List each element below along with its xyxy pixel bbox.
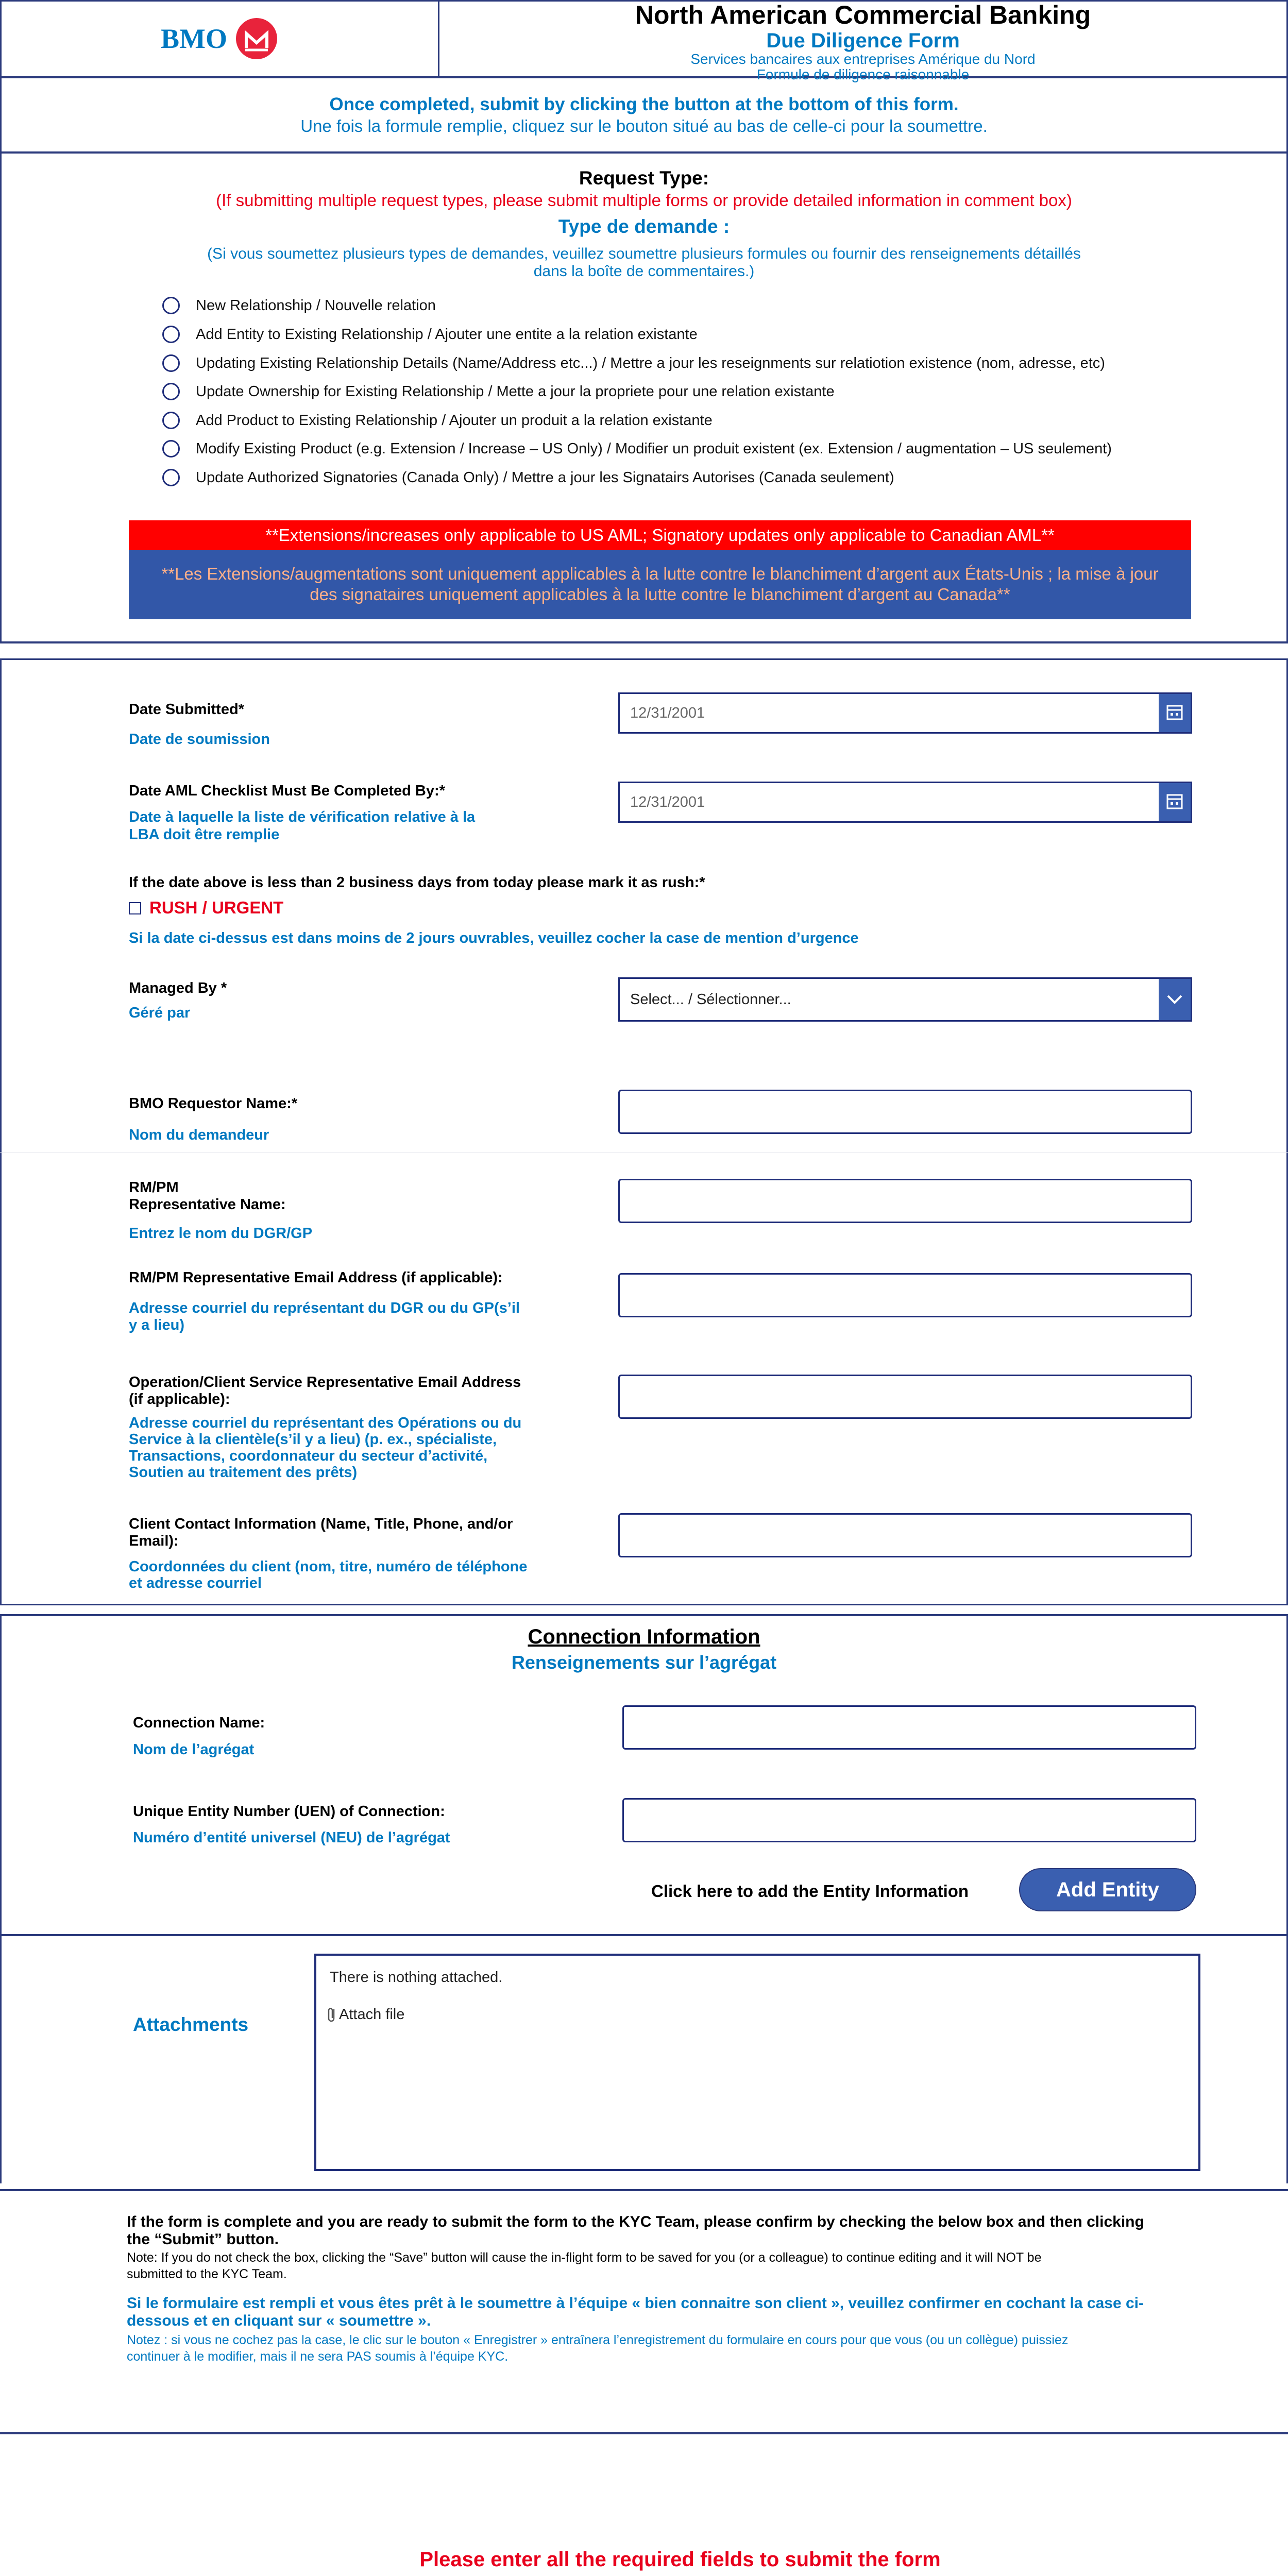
requestor-label: BMO Requestor Name:* xyxy=(129,1095,298,1112)
uen-label: Unique Entity Number (UEN) of Connection: xyxy=(133,1803,445,1820)
radio-label: Update Authorized Signatories (Canada Only) / Mettre a jour les Signatairs Autorises (Canada seulement) xyxy=(196,469,894,486)
managed-by-label-fr: Géré par xyxy=(129,1005,191,1021)
request-type-note: (If submitting multiple request types, please submit multiple forms or provide detailed information in comment box) xyxy=(216,191,1072,210)
radio-add-product[interactable] xyxy=(162,412,180,429)
date-aml-label-fr-1: Date à laquelle la liste de vérification relative à la xyxy=(129,809,476,825)
attachments-empty-text: There is nothing attached. xyxy=(330,1969,503,1986)
radio-update-ownership[interactable] xyxy=(162,383,180,400)
paperclip-icon xyxy=(327,2006,337,2025)
instructions-fr: Une fois la formule remplie, cliquez sur le bouton situé au bas de celle-ci pour la soumettre. xyxy=(300,116,988,135)
uen-label-fr: Numéro d’entité universel (NEU) de l’agrégat xyxy=(133,1829,450,1846)
ops-email-label-1: Operation/Client Service Representative Email Address xyxy=(129,1374,521,1391)
radio-label: Update Ownership for Existing Relationship / Mette a jour la propriete pour une relation existante xyxy=(196,383,835,400)
warning-banner-en: **Extensions/increases only applicable to US AML; Signatory updates only applicable to Canadian AML** xyxy=(129,520,1191,550)
request-type-title-fr: Type de demande : xyxy=(558,216,730,237)
form-subtitle-fr-1: Services bancaires aux entreprises Amérique du Nord xyxy=(690,51,1036,67)
date-aml-input[interactable] xyxy=(618,782,1192,823)
form-subtitle-fr-2: Formule de diligence raisonnable xyxy=(756,66,970,82)
radio-label: New Relationship / Nouvelle relation xyxy=(196,297,436,314)
date-aml-label-fr-2: LBA doit être remplie xyxy=(129,826,280,843)
submit-note-en-bold-2: the “Submit” button. xyxy=(127,2231,279,2248)
radio-new-relationship[interactable] xyxy=(162,297,180,314)
radio-update-details[interactable] xyxy=(162,354,180,372)
ops-email-label-fr-3: Transactions, coordonnateur du secteur d’activité, xyxy=(129,1448,488,1464)
rm-email-label-fr-2: y a lieu) xyxy=(129,1317,184,1333)
uen-input[interactable] xyxy=(622,1798,1196,1842)
calendar-icon[interactable] xyxy=(1159,783,1191,821)
ops-email-label-fr-1: Adresse courriel du représentant des Opérations ou du xyxy=(129,1415,522,1431)
submit-note-fr-1: Notez : si vous ne cochez pas la case, le clic sur le bouton « Enregistrer » entraînera l’enregistrement du formulaire en cours pour que vous (ou un collègue) puissiez xyxy=(127,2333,1069,2347)
rush-checkbox[interactable] xyxy=(129,902,141,914)
rm-name-input[interactable] xyxy=(618,1179,1192,1223)
submit-note-en-2: submitted to the KYC Team. xyxy=(127,2267,287,2281)
connection-name-input[interactable] xyxy=(622,1705,1196,1750)
submit-note-fr-2: continuer à le modifier, mais il ne sera PAS soumis à l’équipe KYC. xyxy=(127,2349,509,2364)
chevron-down-icon[interactable] xyxy=(1159,979,1191,1020)
add-entity-button[interactable]: Add Entity xyxy=(1020,1869,1195,1910)
attach-file-label: Attach file xyxy=(339,2006,405,2023)
radio-add-entity[interactable] xyxy=(162,326,180,343)
rush-question: If the date above is less than 2 business days from today please mark it as rush:* xyxy=(129,874,705,891)
connection-name-label-fr: Nom de l’agrégat xyxy=(133,1741,255,1758)
ops-email-label-2: (if applicable): xyxy=(129,1391,230,1408)
date-submitted-label-fr: Date de soumission xyxy=(129,731,270,748)
form-subtitle: Due Diligence Form xyxy=(766,29,960,52)
connection-name-label: Connection Name: xyxy=(133,1715,265,1731)
rm-email-label-fr-1: Adresse courriel du représentant du DGR ou du GP(s’il xyxy=(129,1300,520,1316)
connection-title: Connection Information xyxy=(528,1625,760,1648)
managed-by-select[interactable] xyxy=(618,977,1192,1022)
warning-fr-line-1: **Les Extensions/augmentations sont uniquement applicables à la lutte contre le blanchiment d’argent aux États-Unis ; la mise à jour xyxy=(161,564,1159,583)
form-title: North American Commercial Banking xyxy=(635,1,1091,29)
requestor-input[interactable] xyxy=(618,1090,1192,1134)
warning-fr-line-2: des signataires uniquement applicables à la lutte contre le blanchiment d’argent au Canada** xyxy=(310,585,1010,604)
client-contact-input[interactable] xyxy=(618,1513,1192,1557)
radio-label: Add Entity to Existing Relationship / Ajouter une entite a la relation existante xyxy=(196,326,698,343)
date-placeholder: 12/31/2001 xyxy=(630,794,705,810)
submit-note-fr-bold-1: Si le formulaire est rempli et vous êtes prêt à le soumettre à l’équipe « bien connaitre son client », veuillez confirmer en cochant la case ci- xyxy=(127,2295,1144,2312)
rush-note-fr: Si la date ci-dessus est dans moins de 2 jours ouvrables, veuillez cocher la case de mention d’urgence xyxy=(129,930,859,946)
radio-label: Updating Existing Relationship Details (Name/Address etc...) / Mettre a jour les reseignments sur relatiotion existence (nom, adresse, etc) xyxy=(196,355,1105,371)
required-fields-message: Please enter all the required fields to submit the form xyxy=(419,2548,941,2571)
rm-email-label: RM/PM Representative Email Address (if applicable): xyxy=(129,1269,503,1286)
calendar-icon[interactable] xyxy=(1159,694,1191,732)
rm-name-label-1: RM/PM xyxy=(129,1179,179,1196)
client-contact-label-2: Email): xyxy=(129,1533,179,1549)
ops-email-input[interactable] xyxy=(618,1375,1192,1419)
submit-note-en-1: Note: If you do not check the box, clicking the “Save” button will cause the in-flight form to be saved for you (or a colleague) to continue editing and it will NOT be xyxy=(127,2250,1042,2265)
submit-note-fr-bold-2: dessous et en cliquant sur « soumettre ». xyxy=(127,2312,431,2329)
add-entity-prompt: Click here to add the Entity Information xyxy=(651,1882,969,1901)
date-placeholder: 12/31/2001 xyxy=(630,705,705,721)
date-submitted-label: Date Submitted* xyxy=(129,701,244,718)
warning-banner-fr xyxy=(129,550,1191,619)
instructions-en: Once completed, submit by clicking the button at the bottom of this form. xyxy=(329,94,959,114)
date-aml-label: Date AML Checklist Must Be Completed By:* xyxy=(129,783,445,799)
radio-update-signatories[interactable] xyxy=(162,469,180,486)
client-contact-label-fr-1: Coordonnées du client (nom, titre, numéro de téléphone xyxy=(129,1558,528,1575)
rm-name-label-fr: Entrez le nom du DGR/GP xyxy=(129,1225,313,1242)
request-type-note-fr-1: (Si vous soumettez plusieurs types de demandes, veuillez soumettre plusieurs formules ou fournir des renseignements détaillés xyxy=(207,245,1081,262)
connection-title-fr: Renseignements sur l’agrégat xyxy=(511,1652,777,1673)
requestor-label-fr: Nom du demandeur xyxy=(129,1127,269,1143)
client-contact-label-fr-2: et adresse courriel xyxy=(129,1575,262,1591)
request-type-title: Request Type: xyxy=(579,167,709,189)
rm-name-label-2: Representative Name: xyxy=(129,1196,286,1213)
ops-email-label-fr-4: Soutien au traitement des prêts) xyxy=(129,1464,358,1481)
radio-label: Add Product to Existing Relationship / Ajouter un produit a la relation existante xyxy=(196,412,713,429)
ops-email-label-fr-2: Service à la clientèle(s’il y a lieu) (p. ex., spécialiste, xyxy=(129,1431,497,1448)
managed-by-label: Managed By * xyxy=(129,980,227,996)
managed-by-value: Select... / Sélectionner... xyxy=(630,991,791,1008)
radio-label: Modify Existing Product (e.g. Extension / Increase – US Only) / Modifier un produit existent (ex. Extension / augmentation – US seulement) xyxy=(196,440,1112,457)
rm-email-input[interactable] xyxy=(618,1273,1192,1317)
radio-modify-product[interactable] xyxy=(162,440,180,457)
client-contact-label-1: Client Contact Information (Name, Title, Phone, and/or xyxy=(129,1516,513,1532)
bmo-roundel-icon xyxy=(236,18,277,59)
date-submitted-input[interactable] xyxy=(618,692,1192,734)
logo-text: BMO xyxy=(161,23,227,54)
submit-note-en-bold-1: If the form is complete and you are ready to submit the form to the KYC Team, please confirm by checking the below box and then clicking xyxy=(127,2213,1144,2230)
attachments-label: Attachments xyxy=(133,2014,249,2035)
attachments-box xyxy=(314,1954,1200,2171)
rush-checkbox-label: RUSH / URGENT xyxy=(149,898,284,917)
request-type-note-fr-2: dans la boîte de commentaires.) xyxy=(533,263,755,280)
